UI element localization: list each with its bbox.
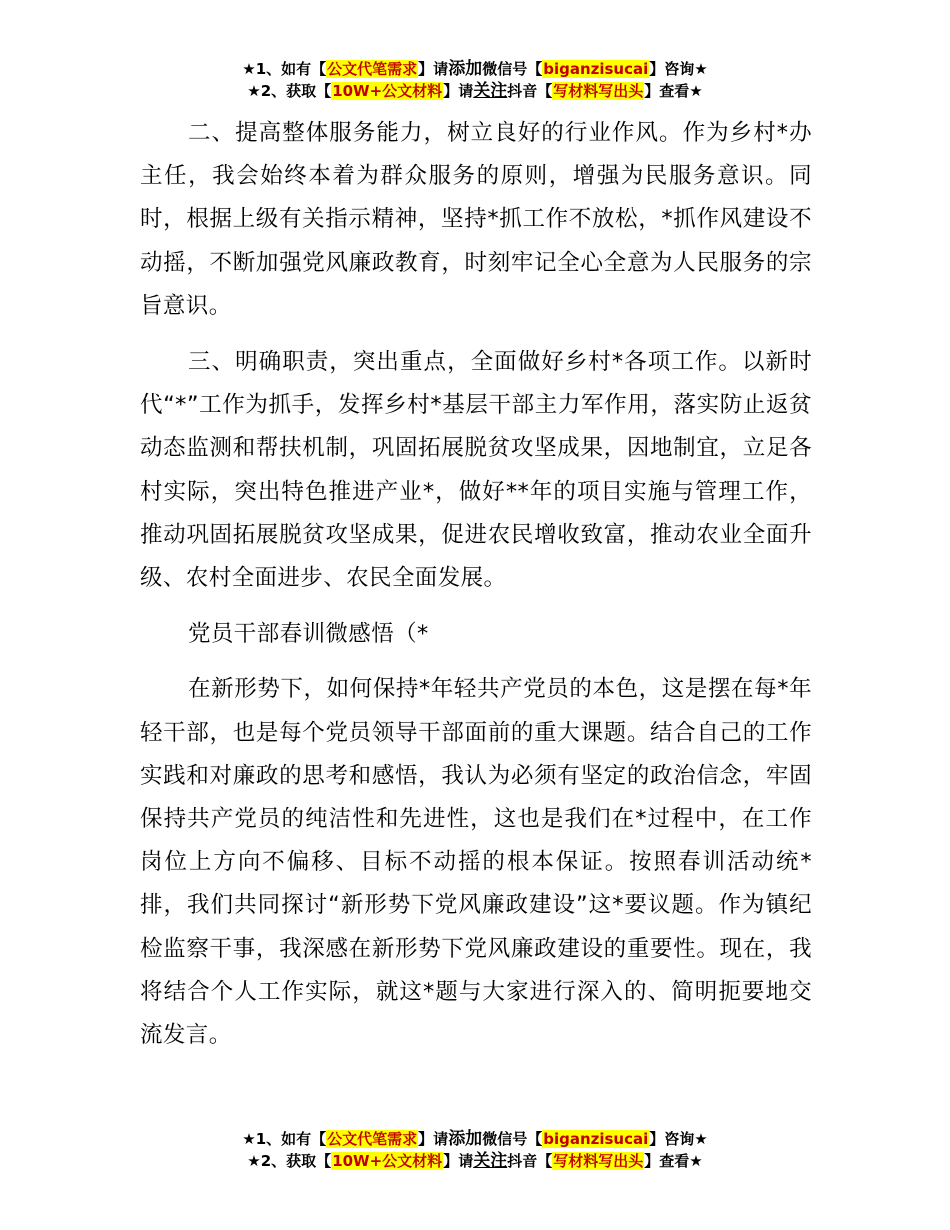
footer-banner [0, 1128, 950, 1172]
section-heading: 党员干部春训微感悟（* [188, 621, 429, 648]
banner-text: 微信号【 [482, 60, 543, 78]
banner-highlight: 写材料写出头 [553, 1152, 644, 1170]
banner-highlight: 公文代笔需求 [327, 1130, 418, 1148]
banner-text: ★1、如有【 [242, 60, 327, 78]
banner-emphasis: 添加 [448, 59, 483, 79]
banner-line-2 [0, 80, 950, 102]
banner-text: 】请 [418, 60, 449, 78]
banner-text: 】咨询★ [649, 60, 708, 78]
banner-highlight: biganzisucai [543, 1130, 649, 1148]
banner-text: 抖音【 [507, 1152, 553, 1170]
banner-text: 】请 [443, 1152, 474, 1170]
banner-emphasis: 添加 [448, 1129, 483, 1149]
banner-emphasis: 关注 [473, 81, 508, 101]
banner-highlight: 10W+公文材料 [332, 82, 443, 100]
banner-text: ★2、获取【 [247, 1152, 332, 1170]
paragraph: 二、提高整体服务能力，树立良好的行业作风。作为乡村*办主任，我会始终本着为群众服务的原则，增强为民服务意识。同时，根据上级有关指示精神，坚持*抓工作不放松，*抓作风建设不动摇，不断加强党风廉政教育，时刻牢记全心全意为人民服务的宗旨意识。 [140, 120, 812, 319]
paragraph: 三、明确职责，突出重点，全面做好乡村*各项工作。以新时代“*”工作为抓手，发挥乡村*基层干部主力军作用，落实防止返贫动态监测和帮扶机制，巩固拓展脱贫攻坚成果，因地制宜，立足各村实际，突出特色推进产业*，做好**年的项目实施与管理工作，推动巩固拓展脱贫攻坚成果，促进农民增收致富，推动农业全面升级、农村全面进步、农民全面发展。 [140, 349, 812, 592]
banner-highlight: 写材料写出头 [553, 82, 644, 100]
banner-text: 】咨询★ [649, 1130, 708, 1148]
banner-text: 】请 [443, 82, 474, 100]
banner-emphasis: 关注 [473, 1151, 508, 1171]
document-body [140, 112, 812, 1070]
banner-text: 微信号【 [482, 1130, 543, 1148]
banner-line-1 [0, 58, 950, 80]
banner-highlight: 10W+公文材料 [332, 1152, 443, 1170]
banner-text: 】查看★ [644, 82, 703, 100]
banner-text: 抖音【 [507, 82, 553, 100]
banner-line-1 [0, 1128, 950, 1150]
banner-text: ★2、获取【 [247, 82, 332, 100]
banner-text: 】请 [418, 1130, 449, 1148]
header-banner [0, 58, 950, 102]
banner-text: ★1、如有【 [242, 1130, 327, 1148]
banner-highlight: biganzisucai [543, 60, 649, 78]
paragraph: 在新形势下，如何保持*年轻共产党员的本色，这是摆在每*年轻干部，也是每个党员领导干部面前的重大课题。结合自己的工作实践和对廉政的思考和感悟，我认为必须有坚定的政治信念，牢固保持共产党员的纯洁性和先进性，这也是我们在*过程中，在工作岗位上方向不偏移、目标不动摇的根本保证。按照春训活动统*排，我们共同探讨“新形势下党风廉政建设”这*要议题。作为镇纪检监察干事，我深感在新形势下党风廉政建设的重要性。现在，我将结合个人工作实际，就这*题与大家进行深入的、简明扼要地交流发言。 [140, 676, 812, 1049]
banner-highlight: 公文代笔需求 [327, 60, 418, 78]
banner-text: 】查看★ [644, 1152, 703, 1170]
banner-line-2 [0, 1150, 950, 1172]
